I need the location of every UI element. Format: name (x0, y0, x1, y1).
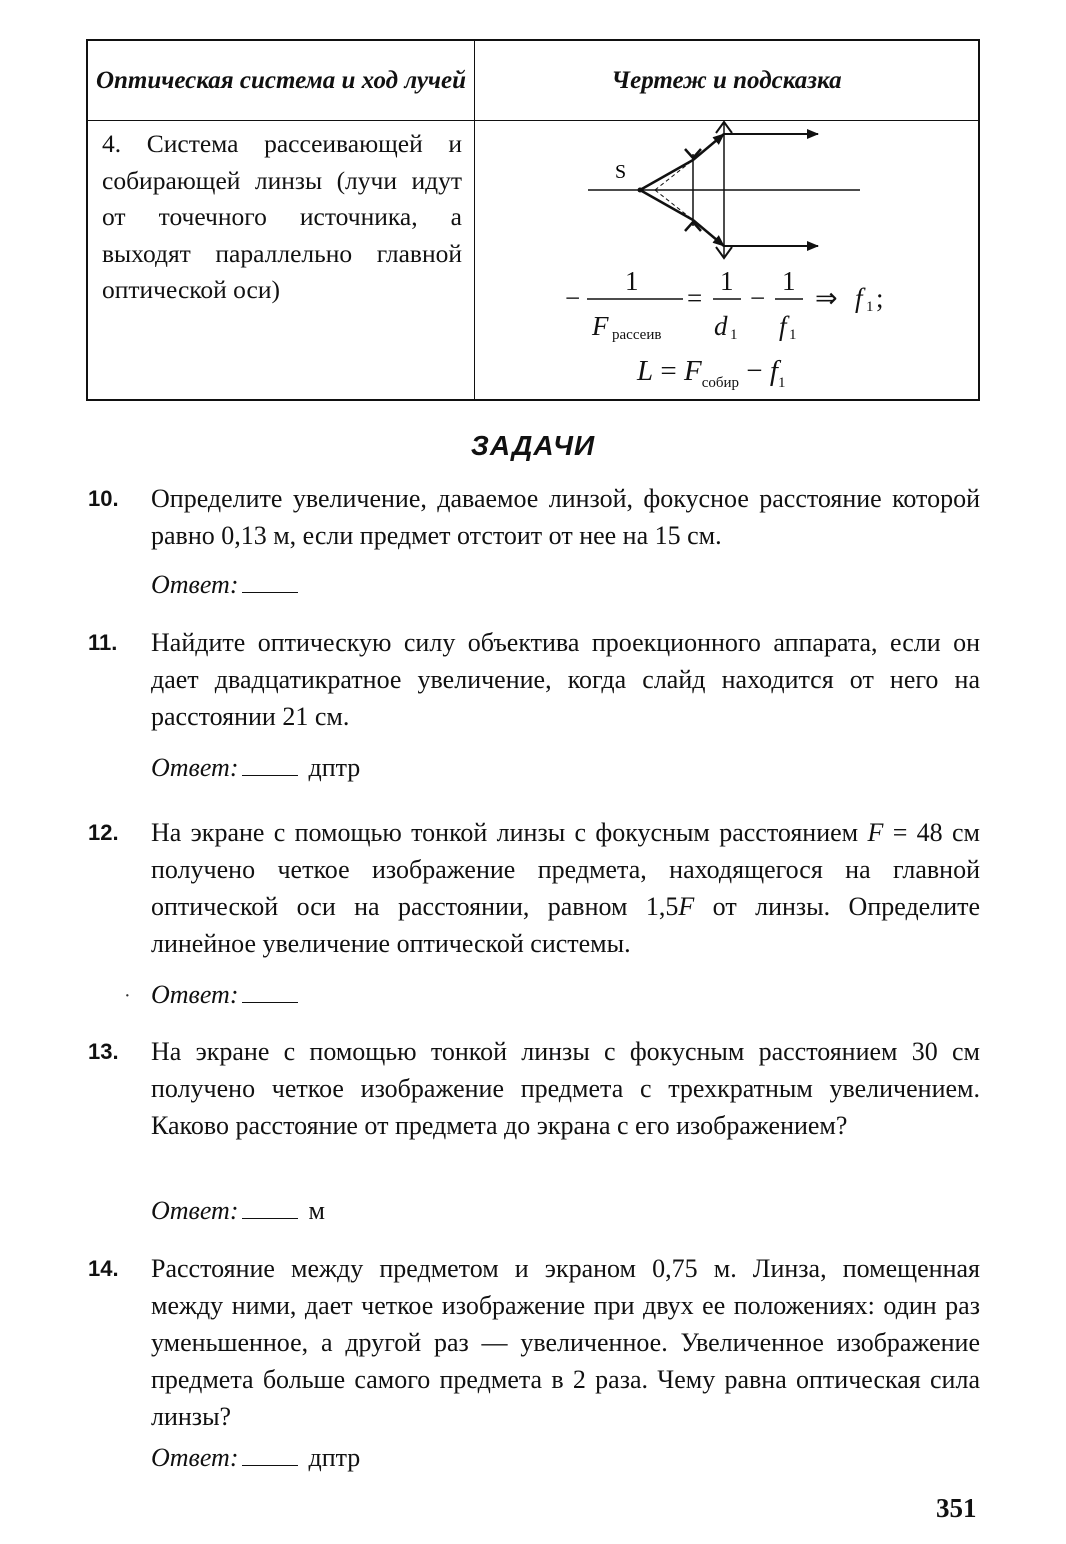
answer-blank (242, 1443, 298, 1466)
answer-label: Ответ: (151, 570, 239, 599)
thin-lens-formula (477, 262, 917, 342)
svg-text:−: − (750, 283, 766, 313)
answer-line (151, 1192, 325, 1229)
task-text: Определите увеличение, даваемое линзой, фокусное расстояние которой равно 0,13 м, если предмет отстоит от нее на 15 см. (151, 484, 980, 550)
answer-blank (242, 1196, 298, 1219)
answer-line (151, 566, 308, 603)
answer-label: Ответ: (151, 753, 239, 782)
answer-label: Ответ: (151, 1196, 239, 1225)
task-number: 10. (88, 486, 119, 511)
svg-text:f: f (855, 283, 863, 313)
svg-text:;: ; (876, 283, 884, 313)
answer-label: Ответ: (151, 980, 239, 1009)
task-number: 14. (88, 1256, 119, 1281)
table-header-drawing-hint: Чертеж и подсказка (611, 66, 842, 94)
source-label: S (615, 161, 627, 183)
svg-text:d: d (714, 311, 728, 341)
answer-blank (242, 980, 298, 1003)
svg-text:1: 1 (782, 266, 796, 296)
margin-mark: · (124, 985, 131, 1007)
task-text: На экране с помощью тонкой линзы с фокусным расстоянием 30 см получено четкое изображение предмета с трехкратным увеличением. Каково расстояние от предмета до экрана с его изображением? (151, 1037, 980, 1140)
page-number: 351 (936, 1493, 977, 1523)
task-text: Расстояние между предметом и экраном 0,75 м. Линза, помещенная между ними, дает четкое изображение при двух ее положениях: один раз уменьшенное, а другой раз — увеличенное. Увеличенное изображение предмета больше самого предмета в 2 раза. Чему равна оптическая сила линзы? (151, 1254, 980, 1431)
answer-blank (242, 753, 298, 776)
answer-line (151, 1439, 360, 1476)
formula-minus: − (565, 283, 581, 313)
answer-blank (242, 570, 298, 593)
lens-diagram (500, 80, 860, 260)
task-number: 13. (88, 1039, 119, 1064)
task-text: На экране с помощью тонкой линзы с фокусным расстоянием F = 48 см получено четкое изображение предмета, находящегося на главной оптической оси на расстоянии, равном 1,5F от линзы. Определите линейное увеличение оптической системы. (151, 818, 981, 958)
answer-line (151, 976, 308, 1013)
svg-text:1: 1 (625, 266, 639, 296)
svg-text:⇒: ⇒ (815, 283, 838, 313)
answer-unit: дптр (308, 753, 361, 782)
task-number: 12. (88, 820, 119, 845)
table-row-description: 4. Система рассеивающей и собирающей линзы (лучи идут от точечного источника, а выходят параллельно главной оптической оси) (102, 129, 462, 304)
svg-text:=: = (687, 283, 703, 313)
task-text: Найдите оптическую силу объектива проекционного аппарата, если он дает двадцатикратное увеличение, когда слайд находится от него на расстоянии 21 см. (151, 628, 980, 731)
answer-line (151, 749, 360, 786)
svg-text:рассеив: рассеив (612, 327, 662, 342)
svg-text:f: f (779, 311, 787, 341)
table-header-optical-system: Оптическая система и ход лучей (95, 66, 467, 94)
svg-text:1: 1 (789, 327, 797, 342)
answer-unit: м (308, 1196, 325, 1225)
distance-formula: $L = F_{собир} - f_1$ (637, 355, 786, 391)
answer-label: Ответ: (151, 1443, 239, 1472)
task-number: 11. (88, 630, 118, 655)
svg-text:1: 1 (866, 299, 874, 315)
section-title: ЗАДАЧИ (470, 430, 596, 461)
svg-text:1: 1 (730, 327, 738, 342)
answer-unit: дптр (308, 1443, 361, 1472)
svg-text:F: F (592, 311, 609, 341)
svg-text:1: 1 (720, 266, 734, 296)
